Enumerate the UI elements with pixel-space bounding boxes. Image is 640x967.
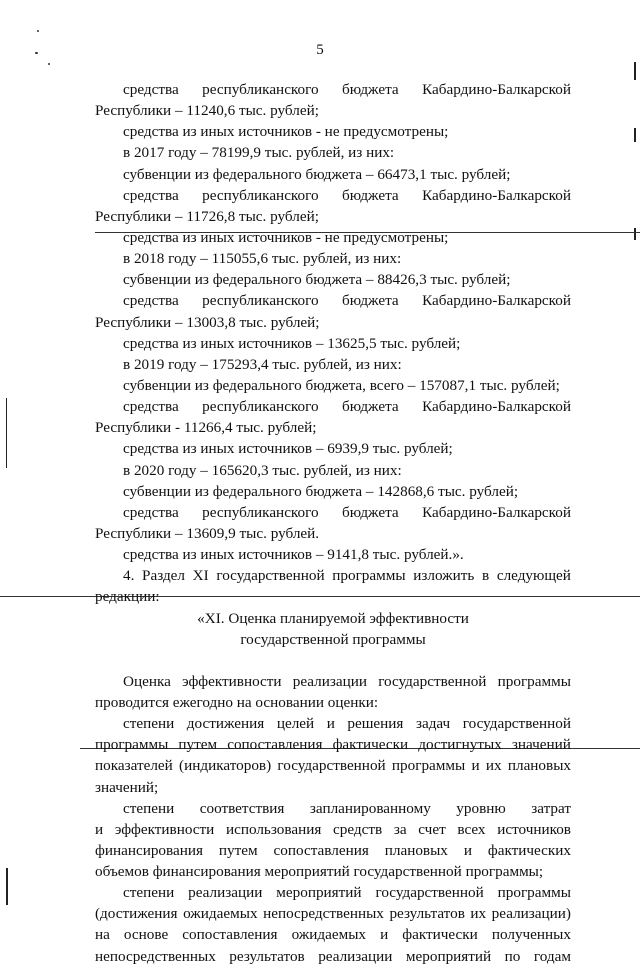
word: средства [123,186,179,204]
word: плановых [507,757,571,775]
document-body [95,79,571,967]
section-heading: «XI. Оценка планируемой эффективности [197,609,469,627]
word: реализации [318,947,393,965]
text-line: объемов финансирования мероприятий государственной программы; [95,863,544,881]
text-line: Республики - 11266,4 тыс. рублей; [95,419,317,437]
word: реализации) [491,905,571,923]
text-line: Республики – 13003,8 тыс. рублей; [95,313,320,331]
word: решения [347,715,404,733]
word: средства [123,81,179,98]
scan-edge-mark-right-2 [634,228,636,240]
word: Кабардино-Балкарской [422,503,571,521]
word: задач [415,715,451,733]
text-line: в 2018 году – 115055,6 тыс. рублей, из них: [123,250,402,268]
text-line: в 2017 году – 78199,9 тыс. рублей, из них: [123,144,395,162]
text-line [95,882,571,903]
text-line [95,185,571,206]
word: их [485,757,502,775]
word: ожидаемых [291,926,367,944]
word: степени [123,799,175,817]
word: фактически [332,736,409,754]
text-line [95,396,571,417]
text-line: редакции: [95,588,160,606]
word: затрат [531,799,571,817]
text-line: средства из иных источников – 13625,5 тыс. рублей; [123,334,461,352]
word: запланированному [309,799,431,817]
word: республиканского [202,81,319,98]
word: годам [533,947,571,965]
text-line: средства из иных источников - не предусмотрены; [123,228,449,246]
word: Кабардино-Балкарской [422,292,571,310]
word: программы [332,567,406,585]
word: и [95,820,104,838]
text-line: субвенции из федерального бюджета – 142868,6 тыс. рублей; [123,482,519,500]
word: счет [418,820,446,838]
word: фактических [487,841,571,859]
word: программы [391,757,466,775]
word: (достижения [95,905,178,923]
word: фактически [402,926,478,944]
word: ожидаемых [183,905,258,923]
word: путем [178,736,218,754]
text-line [95,946,571,967]
scan-edge-mark-right-1 [634,128,636,142]
text-line [95,903,571,924]
scan-edge-mark-left [6,398,7,468]
word: непосредственных [95,947,216,965]
text-line: средства из иных источников – 6939,9 тыс. рублей; [123,440,453,458]
text-line [95,671,571,692]
text-line [95,79,571,100]
text-line: Республики – 11726,8 тыс. рублей; [95,207,319,225]
spacer [95,650,571,671]
word: программы [497,884,571,902]
word: сопоставления [273,841,369,859]
word: бюджета [342,503,399,521]
word: государственной [378,672,487,690]
word: Кабардино-Балкарской [422,81,571,98]
word: государственной [277,757,386,775]
word: соответствия [199,799,285,817]
word: Кабардино-Балкарской [422,186,571,204]
word: использования [225,820,322,838]
text-line [95,798,571,819]
text-line: Республики – 13609,9 тыс. рублей. [95,524,320,542]
word: программы [497,672,571,690]
word: государственной [375,884,484,902]
word: в [482,567,490,585]
word: достижения [186,715,265,733]
word: целей [276,715,315,733]
word: результатов [229,947,305,965]
word: сопоставления [227,736,323,754]
text-line [95,819,571,840]
word: средства [123,292,179,310]
word: средства [123,398,179,416]
word: основе [123,926,169,944]
word: республиканского [202,292,319,310]
word: всех [457,820,486,838]
text-line [95,565,571,586]
scan-speck-2 [48,63,50,65]
page-number: 5 [316,42,324,58]
word: уровню [456,799,506,817]
word: результатов [389,905,465,923]
text-line [95,755,571,776]
text-line: в 2019 году – 175293,4 тыс. рублей, из них: [123,355,402,373]
word: путем [218,841,258,859]
word: средства [123,503,179,521]
word: Оценка [123,672,171,690]
word: республиканского [202,503,319,521]
word: показателей [95,757,173,775]
section-heading: государственной программы [240,630,426,648]
word: степени [123,715,175,733]
text-line [95,924,571,945]
text-line [95,734,571,755]
word: плановых [384,841,448,859]
scan-edge-mark-bottom-left [6,868,8,905]
word: по [504,947,521,965]
text-line: проводится ежегодно на основании оценки: [95,693,379,711]
word: государственной [462,715,571,733]
text-line: Республики – 11240,6 тыс. рублей; [95,102,319,120]
word: мероприятий [276,884,362,902]
word: средств [333,820,383,838]
word: государственной [216,567,325,585]
word: источников [497,820,571,838]
scan-speck-3 [37,30,39,32]
word: степени [123,884,175,902]
word: следующей [496,567,571,585]
word: бюджета [342,398,399,416]
text-line [95,502,571,523]
word: бюджета [342,186,399,204]
word: мероприятий [405,947,492,965]
word: реализации [292,672,367,690]
text-line: субвенции из федерального бюджета, всего – 157087,1 тыс. рублей; [123,376,560,394]
word: достигнутых [418,736,502,754]
text-line [95,290,571,311]
text-line: средства из иных источников – 9141,8 тыс. рублей.». [123,546,464,564]
word: бюджета [342,292,399,310]
scan-edge-mark-top-right [634,62,636,80]
word: программы [95,736,169,754]
word: на [95,926,110,944]
word: (индикаторов) [179,757,272,775]
word: за [393,820,407,838]
text-line [95,713,571,734]
word: эффективности [114,820,215,838]
word: и [380,926,389,944]
text-line: в 2020 году – 165620,3 тыс. рублей, из них: [123,461,402,479]
word: Кабардино-Балкарской [422,398,571,416]
word: Раздел [142,567,186,585]
word: их [470,905,487,923]
word: и [463,841,472,859]
word: реализации [188,884,263,902]
word: и [326,715,335,733]
word: полученных [491,926,571,944]
text-line [95,840,571,861]
text-line: субвенции из федерального бюджета – 88426,3 тыс. рублей; [123,271,511,289]
word: финансирования [95,841,203,859]
text-line: субвенции из федерального бюджета – 66473,1 тыс. рублей; [123,165,511,183]
word: XI [192,567,209,585]
word: и [471,757,480,775]
word: сопоставления [182,926,278,944]
word: значений [511,736,571,754]
text-line: средства из иных источников - не предусмотрены; [123,123,449,141]
word: 4. [123,567,135,585]
word: эффективности [182,672,282,690]
word: республиканского [202,398,319,416]
word: непосредственных [263,905,384,923]
word: республиканского [202,186,319,204]
word: изложить [413,567,475,585]
word: бюджета [342,81,399,98]
text-line: значений; [95,778,159,796]
